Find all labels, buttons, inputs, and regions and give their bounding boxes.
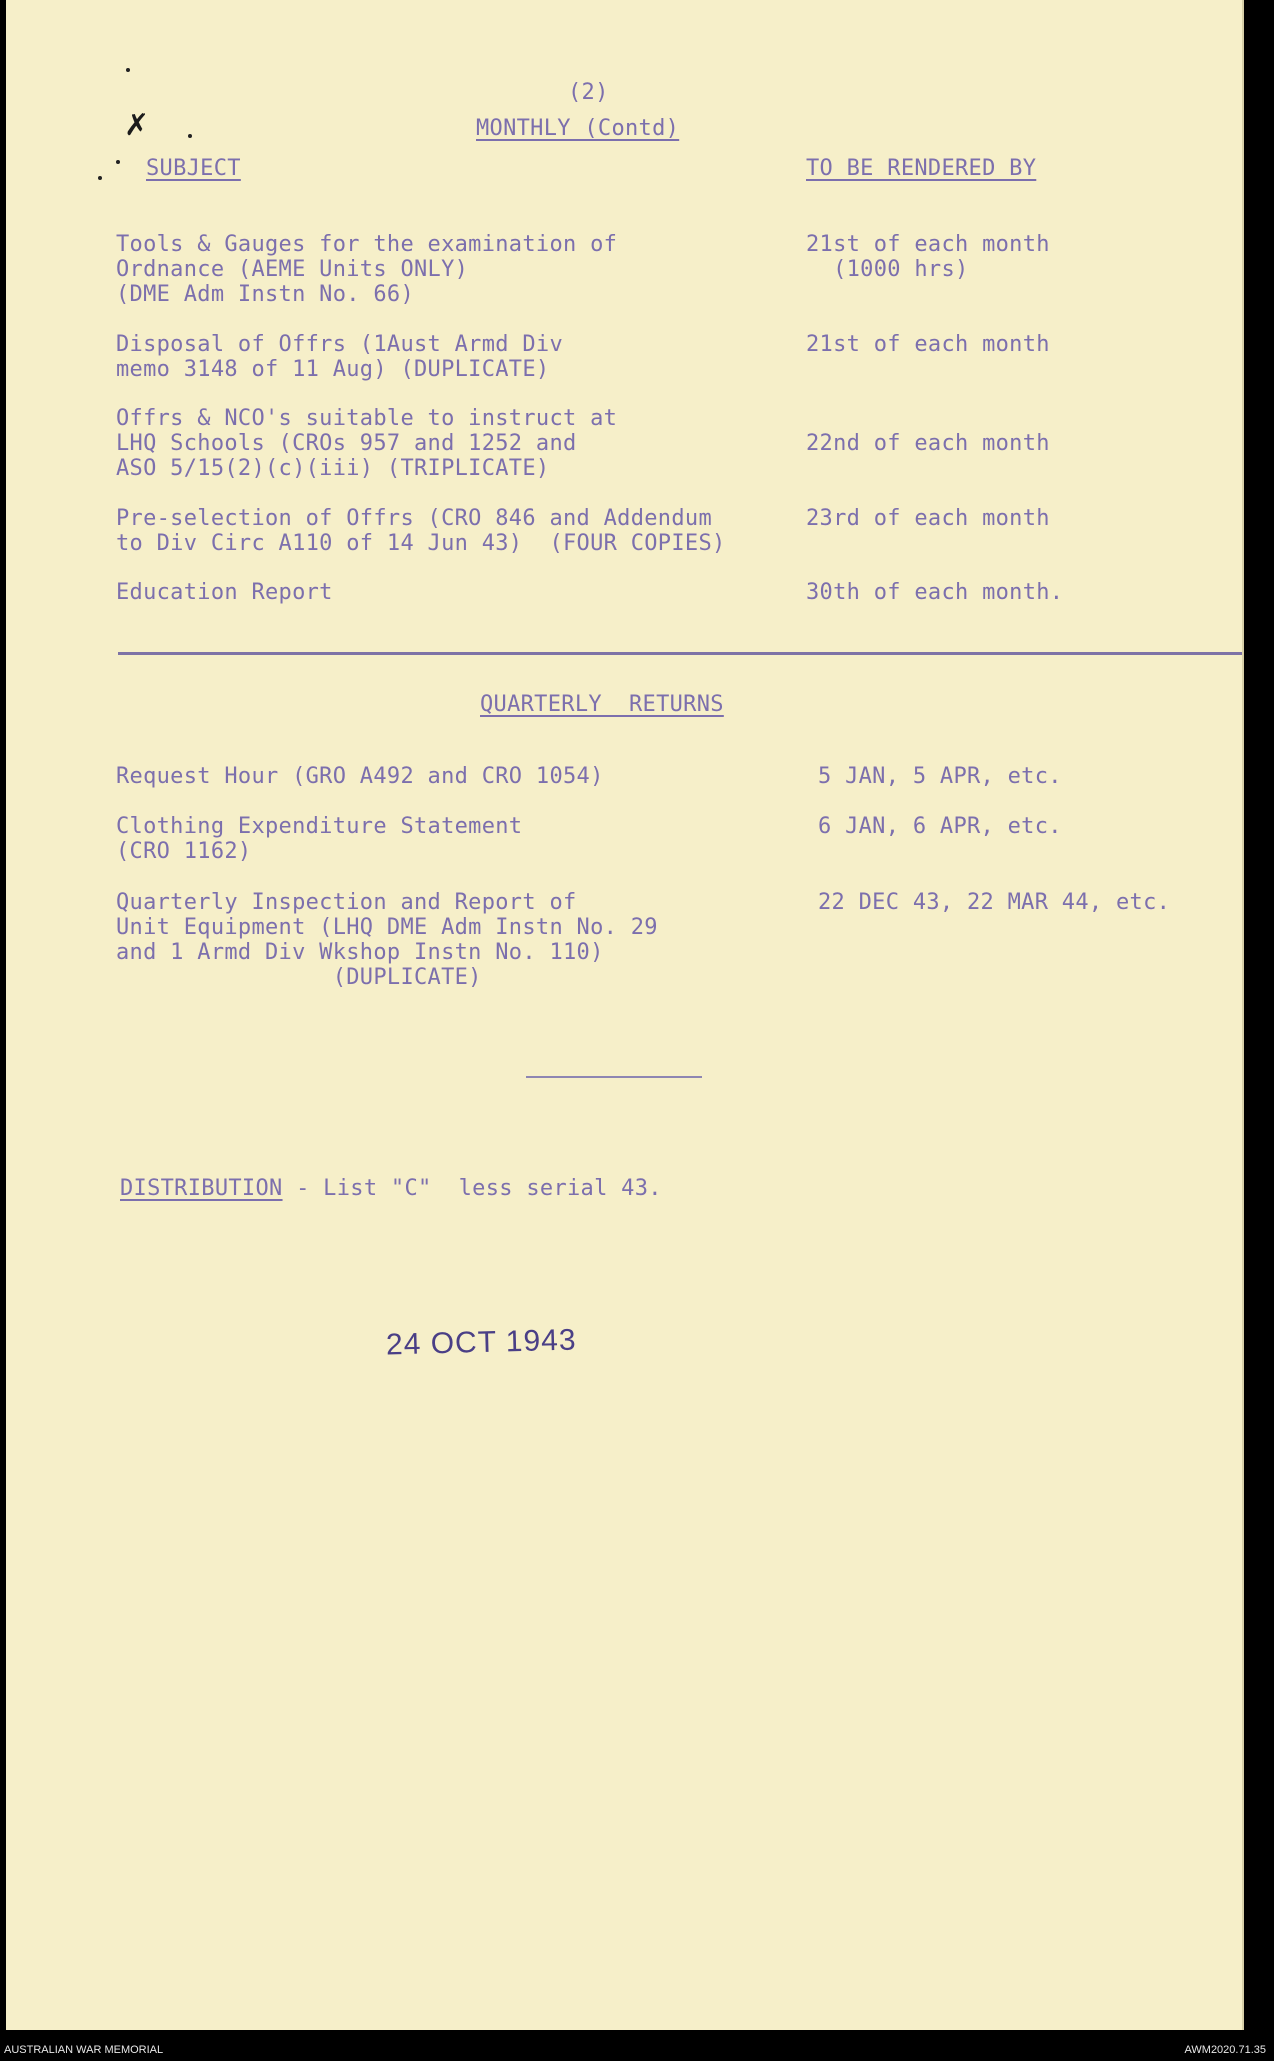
item-subject-line: and 1 Armd Div Wkshop Instn No. 110) bbox=[116, 940, 604, 965]
section-heading-monthly: MONTHLY (Contd) bbox=[476, 116, 680, 141]
item-due-line: 5 JAN, 5 APR, etc. bbox=[818, 764, 1062, 789]
item-subject-line: memo 3148 of 11 Aug) (DUPLICATE) bbox=[116, 357, 550, 382]
item-due-line: 23rd of each month bbox=[806, 506, 1050, 531]
item-due-line: 21st of each month bbox=[806, 232, 1050, 257]
ink-dot bbox=[98, 176, 102, 180]
item-subject-line: to Div Circ A110 of 14 Jun 43) (FOUR COPIES) bbox=[116, 531, 726, 556]
ink-dot bbox=[126, 68, 130, 72]
section-heading-quarterly: QUARTERLY RETURNS bbox=[480, 692, 724, 717]
document-page bbox=[6, 0, 1244, 2030]
item-due-line: (1000 hrs) bbox=[806, 257, 969, 282]
item-subject-line: Unit Equipment (LHQ DME Adm Instn No. 29 bbox=[116, 915, 658, 940]
column-header-rendered-by: TO BE RENDERED BY bbox=[806, 156, 1037, 181]
item-due-line: 22 DEC 43, 22 MAR 44, etc. bbox=[818, 890, 1171, 915]
footer-archive-name: AUSTRALIAN WAR MEMORIAL bbox=[4, 2044, 164, 2056]
item-subject-line: (CRO 1162) bbox=[116, 839, 252, 864]
item-subject-line: Education Report bbox=[116, 580, 333, 605]
item-subject-line: (DUPLICATE) bbox=[116, 965, 482, 990]
ink-dot bbox=[188, 134, 192, 138]
end-divider bbox=[526, 1076, 702, 1078]
item-subject-line: Pre-selection of Offrs (CRO 846 and Addendum bbox=[116, 506, 712, 531]
handwritten-cross-mark: ✗ bbox=[124, 108, 150, 143]
item-due-line: 30th of each month. bbox=[806, 580, 1064, 605]
item-subject-line: Offrs & NCO's suitable to instruct at bbox=[116, 406, 618, 431]
page-number: (2) bbox=[568, 80, 609, 105]
section-divider bbox=[118, 652, 1242, 655]
item-subject-line: Ordnance (AEME Units ONLY) bbox=[116, 257, 469, 282]
distribution-line bbox=[120, 1176, 662, 1201]
footer-reference-id: AWM2020.71.35 bbox=[1184, 2044, 1266, 2056]
item-due-line: 6 JAN, 6 APR, etc. bbox=[818, 814, 1062, 839]
distribution-text: - List "C" less serial 43. bbox=[282, 1176, 662, 1201]
distribution-label: DISTRIBUTION bbox=[120, 1176, 283, 1201]
item-subject-line: (DME Adm Instn No. 66) bbox=[116, 282, 414, 307]
item-subject-line: Clothing Expenditure Statement bbox=[116, 814, 523, 839]
item-subject-line: Tools & Gauges for the examination of bbox=[116, 232, 618, 257]
item-subject-line: ASO 5/15(2)(c)(iii) (TRIPLICATE) bbox=[116, 456, 550, 481]
item-due-line: 22nd of each month bbox=[806, 431, 1050, 456]
ink-dot bbox=[116, 160, 120, 164]
item-subject-line: Quarterly Inspection and Report of bbox=[116, 890, 577, 915]
item-subject-line: LHQ Schools (CROs 957 and 1252 and bbox=[116, 431, 577, 456]
item-due-line: 21st of each month bbox=[806, 332, 1050, 357]
item-subject-line: Disposal of Offrs (1Aust Armd Div bbox=[116, 332, 563, 357]
date-stamp: 24 OCT 1943 bbox=[385, 1323, 577, 1362]
item-subject-line: Request Hour (GRO A492 and CRO 1054) bbox=[116, 764, 604, 789]
column-header-subject: SUBJECT bbox=[146, 156, 241, 181]
